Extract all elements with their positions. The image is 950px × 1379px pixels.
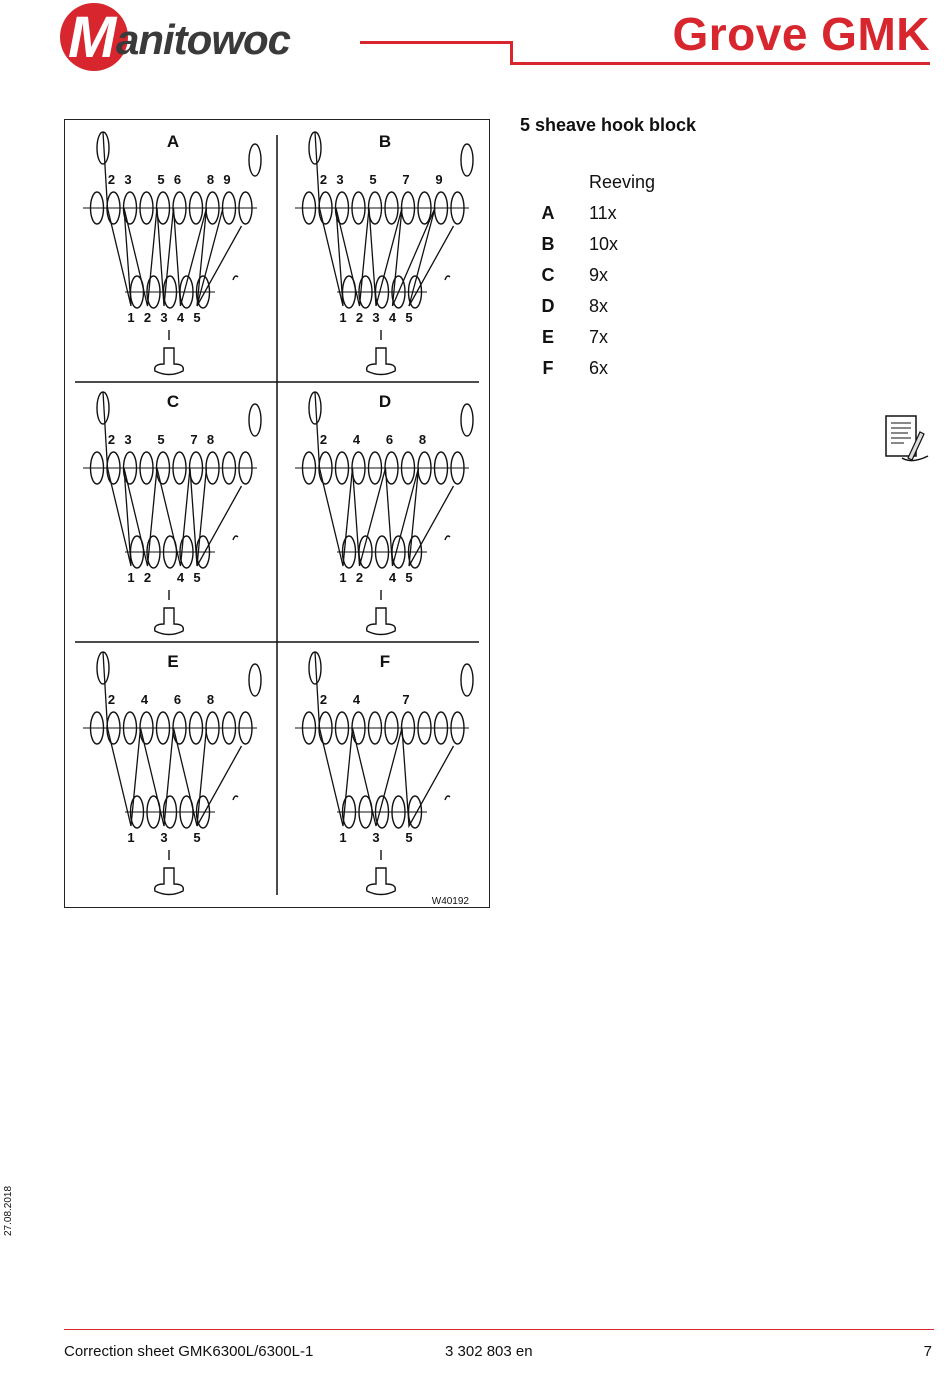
head-sheave-number: 4 (140, 692, 149, 707)
head-sheave-number: 2 (319, 172, 328, 187)
hook-block-sheave-number: 2 (143, 570, 152, 585)
rope-end (233, 276, 238, 280)
hook-block-sheave-number: 1 (339, 310, 347, 325)
hook-block-sheave-number: 3 (160, 310, 168, 325)
manitowoc-logo-initial: M (68, 5, 115, 70)
hook-block-sheave-number: 2 (355, 570, 364, 585)
head-sheave-number: 6 (173, 692, 182, 707)
panel-letter: E (167, 652, 179, 671)
reeving-row (530, 294, 730, 318)
head-sheave-number: 7 (402, 172, 410, 187)
document-note-icon (884, 414, 932, 464)
hoist-rope (315, 132, 454, 306)
panel-letter: C (166, 392, 180, 411)
head-sheave-number: 2 (319, 692, 328, 707)
deflection-sheave (249, 664, 261, 696)
hook-block-sheave-number: 2 (143, 310, 152, 325)
head-sheave-number: 8 (206, 432, 215, 447)
hook-block-sheave-number: 5 (405, 310, 413, 325)
rope-end (233, 536, 238, 540)
rope-end (445, 276, 450, 280)
head-sheave-number: 2 (107, 172, 116, 187)
reeving-row (530, 232, 730, 256)
hoist-rope (103, 392, 242, 566)
reeving-key: C (541, 265, 555, 285)
hook-block-sheave-number: 5 (193, 570, 201, 585)
reeving-key: D (541, 296, 555, 316)
hook-icon (367, 868, 396, 895)
side-date: 27.08.2018 (3, 1185, 14, 1236)
reeving-value: 8x (589, 296, 609, 316)
hook-block-sheave-number: 4 (388, 570, 397, 585)
head-sheave-number: 9 (435, 172, 443, 187)
rope-end (445, 796, 450, 800)
head-sheave-number: 2 (107, 692, 116, 707)
head-sheave-number: 5 (157, 172, 165, 187)
hook-block-sheave-number: 4 (176, 310, 185, 325)
hook-block-sheave-number: 5 (193, 310, 201, 325)
hook-icon (155, 608, 184, 635)
head-sheave-number: 8 (206, 172, 215, 187)
deflection-sheave (461, 404, 473, 436)
brand-title: Grove GMK (672, 8, 930, 60)
hook-block-sheave-number: 5 (405, 570, 413, 585)
head-sheave-number: 3 (124, 432, 132, 447)
reeving-key: F (542, 358, 554, 378)
head-sheave-number: 5 (369, 172, 377, 187)
hook-block-sheave-number: 5 (193, 830, 201, 845)
header-rule-right (510, 62, 930, 65)
head-sheave-number: 2 (107, 432, 116, 447)
manitowoc-logo-text: anitowoc (116, 16, 291, 63)
footer-rule (64, 1329, 934, 1330)
hook-block-sheave-number: 5 (405, 830, 413, 845)
figure-id: W40192 (431, 896, 469, 907)
hook-block-sheave-number: 1 (339, 830, 347, 845)
head-sheave-number: 4 (352, 432, 361, 447)
reeving-value: 7x (589, 327, 609, 347)
hook-block-sheave-number: 3 (372, 830, 380, 845)
head-sheave-number: 3 (336, 172, 344, 187)
hook-block-sheave-number: 4 (388, 310, 397, 325)
reeving-row (530, 325, 730, 349)
head-sheave-number: 9 (223, 172, 231, 187)
rope-end (445, 536, 450, 540)
reeving-value: 9x (589, 265, 609, 285)
reeving-diagram (65, 120, 491, 909)
head-sheave-number: 5 (157, 432, 165, 447)
panel-letter: F (379, 652, 391, 671)
hook-icon (367, 608, 396, 635)
head-sheave-number: 6 (173, 172, 182, 187)
reeving-row (530, 356, 730, 380)
reeving-value: 6x (589, 358, 609, 378)
reeving-value: 11x (589, 203, 617, 223)
reeving-value: 10x (589, 234, 619, 254)
footer-doc-title: Correction sheet GMK6300L/6300L-1 (64, 1343, 314, 1360)
head-sheave-number: 7 (402, 692, 410, 707)
head-sheave-number: 8 (206, 692, 215, 707)
hook-block-sheave-number: 3 (160, 830, 168, 845)
reeving-header: Reeving (589, 172, 656, 192)
reeving-figure (64, 119, 490, 908)
hoist-rope (103, 652, 242, 826)
deflection-sheave (461, 664, 473, 696)
hoist-rope (315, 652, 454, 826)
hoist-rope (315, 392, 454, 566)
reeving-key: E (541, 327, 554, 347)
head-sheave-number: 8 (418, 432, 427, 447)
panel-letter: D (378, 392, 392, 411)
reeving-row (530, 201, 730, 225)
hook-block-sheave-number: 1 (339, 570, 347, 585)
deflection-sheave (461, 144, 473, 176)
head-sheave-number: 2 (319, 432, 328, 447)
head-sheave-number: 6 (385, 432, 394, 447)
footer-doc-number: 3 302 803 en (445, 1343, 533, 1360)
hook-block-sheave-number: 3 (372, 310, 380, 325)
hook-block-sheave-number: 1 (127, 570, 135, 585)
hook-icon (367, 348, 396, 375)
hook-block-sheave-number: 2 (355, 310, 364, 325)
deflection-sheave (249, 404, 261, 436)
hook-block-sheave-number: 1 (127, 830, 135, 845)
head-sheave-number: 7 (190, 432, 198, 447)
head-sheave-number: 4 (352, 692, 361, 707)
reeving-key: A (541, 203, 555, 223)
deflection-sheave (249, 144, 261, 176)
footer-page-number: 7 (923, 1343, 932, 1360)
hoist-rope (103, 132, 242, 306)
header-rule-left (360, 41, 512, 44)
section-title: 5 sheave hook block (520, 115, 697, 135)
panel-letter: A (166, 132, 180, 151)
reeving-row (530, 263, 730, 287)
hook-icon (155, 348, 184, 375)
hook-block-sheave-number: 1 (127, 310, 135, 325)
reeving-key: B (541, 234, 555, 254)
hook-icon (155, 868, 184, 895)
hook-block-sheave-number: 4 (176, 570, 185, 585)
panel-letter: B (378, 132, 392, 151)
head-sheave-number: 3 (124, 172, 132, 187)
rope-end (233, 796, 238, 800)
